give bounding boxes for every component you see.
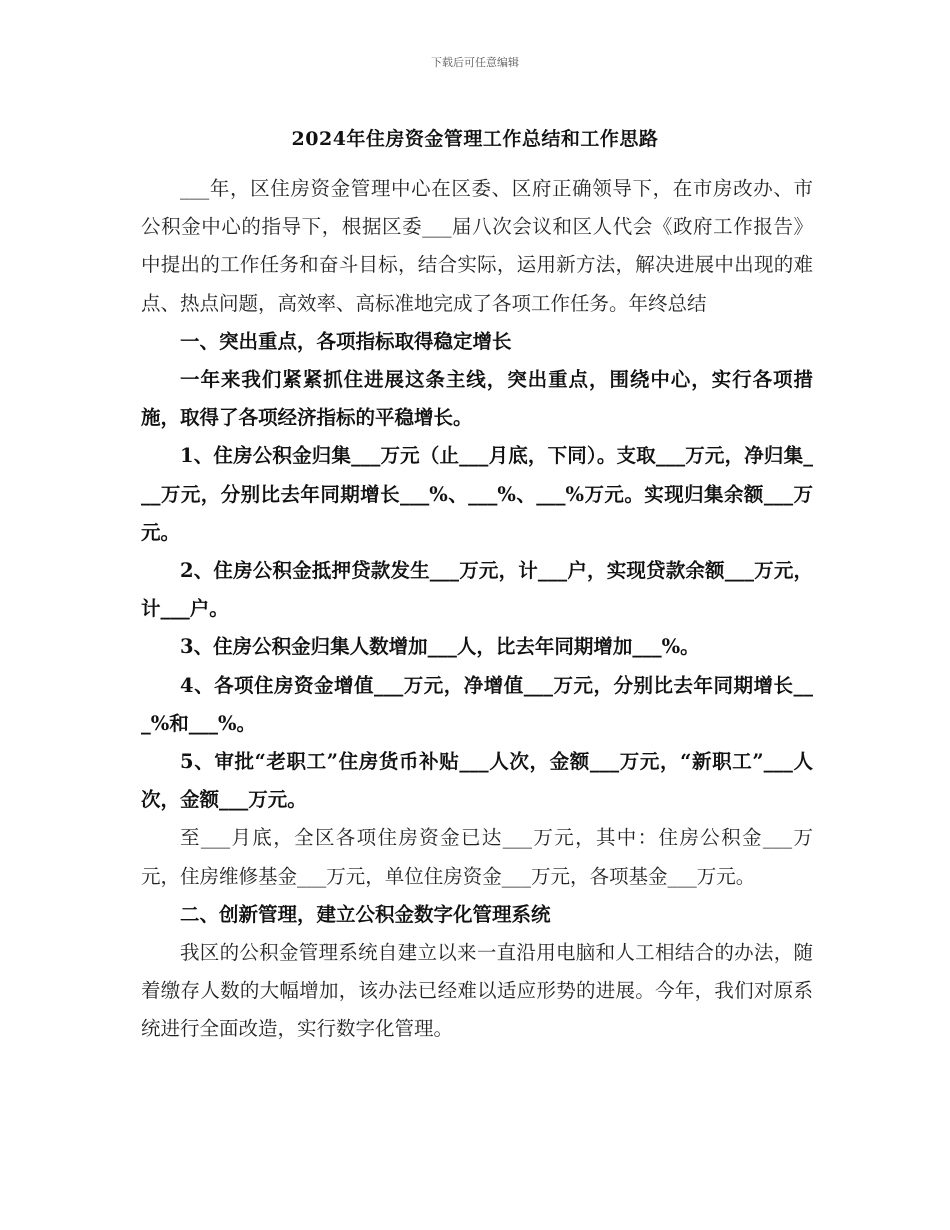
- paragraph-section-1-summary: 一年来我们紧紧抓住进展这条主线，突出重点，围绕中心，实行各项措施，取得了各项经济指标的平稳增长。: [141, 368, 813, 430]
- paragraph-intro: ___年，区住房资金管理中心在区委、区府正确领导下，在市房改办、市公积金中心的指导下，根据区委___届八次会议和区人代会《政府工作报告》中提出的工作任务和奋斗目标，结合实际，运用新方法，解决进展中出现的难点、热点问题，高效率、高标准地完成了各项工作任务。年终总结: [141, 177, 813, 315]
- list-item-4: 4、各项住房资金增值___万元，净增值___万元，分别比去年同期增长___%和___%。: [141, 673, 813, 735]
- paragraph-section-2: 我区的公积金管理系统自建立以来一直沿用电脑和人工相结合的办法，随着缴存人数的大幅增加，该办法已经难以适应形势的进展。今年，我们对原系统进行全面改造，实行数字化管理。: [141, 941, 813, 1041]
- document-title: 2024年住房资金管理工作总结和工作思路: [291, 128, 659, 150]
- page-header-note: 下载后可任意编辑: [431, 56, 519, 69]
- section-heading-1: 一、突出重点，各项指标取得稳定增长: [180, 329, 512, 353]
- list-item-2: 2、住房公积金抵押贷款发生___万元，计___户，实现贷款余额___万元，计___户。: [141, 559, 813, 621]
- list-item-5: 5、审批“老职工”住房货币补贴___人次，金额___万元，“新职工”___人次，金额___万元。: [141, 750, 813, 812]
- document-body: [141, 170, 813, 1049]
- list-item-1: 1、住房公积金归集___万元（止___月底，下同）。支取___万元，净归集___万元，分别比去年同期增长___%、___%、___%万元。实现归集余额___万元。: [141, 444, 813, 544]
- list-item-3: 3、住房公积金归集人数增加___人，比去年同期增加___%。: [180, 635, 700, 659]
- section-heading-2: 二、创新管理，建立公积金数字化管理系统: [180, 902, 551, 926]
- paragraph-fund-totals: 至___月底，全区各项住房资金已达___万元，其中：住房公积金___万元，住房维修基金___万元，单位住房资金___万元，各项基金___万元。: [141, 826, 813, 888]
